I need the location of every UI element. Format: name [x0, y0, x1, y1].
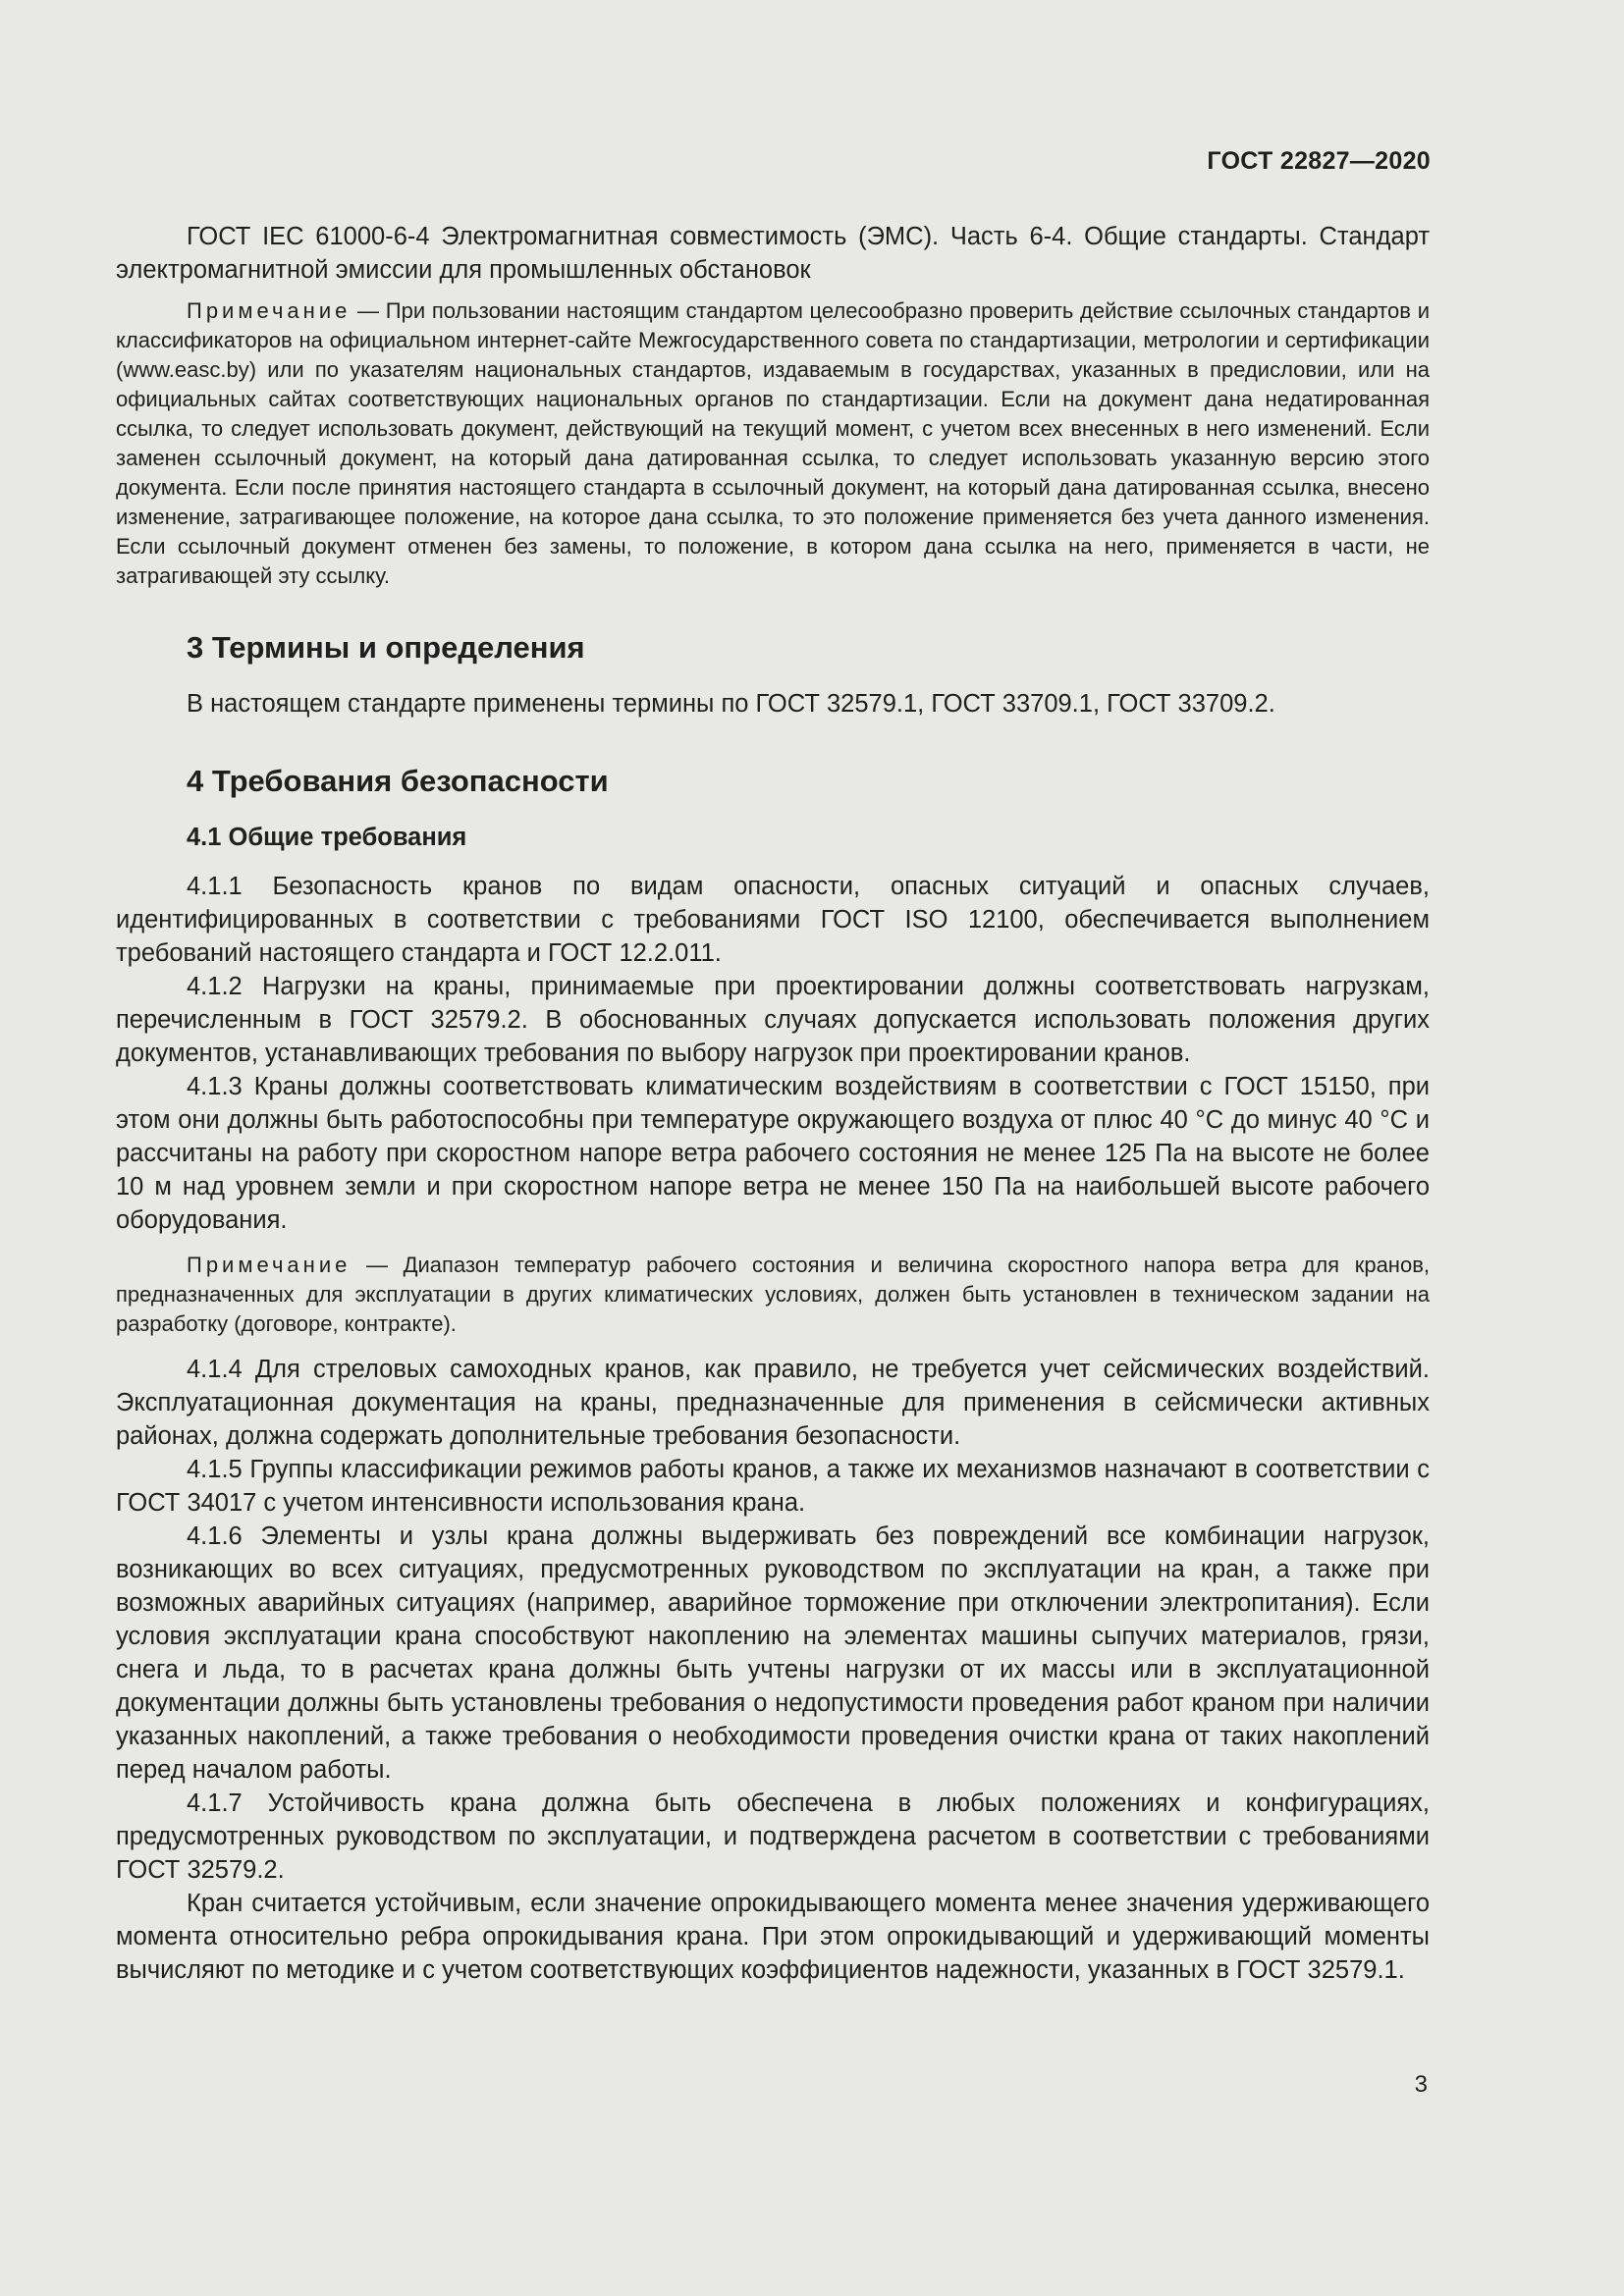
clause-4-1-5: 4.1.5 Группы классификации режимов работы кранов, а также их механизмов назначают в соответствии с ГОСТ 34017 с учетом интенсивности использования крана.	[116, 1456, 1430, 1517]
clause-4-1-4: 4.1.4 Для стреловых самоходных кранов, как правило, не требуется учет сейсмических воздействий. Эксплуатационная документация на краны, предназначенные для применения в сейсмически активных районах, должна содержать дополнительные требования безопасности.	[116, 1356, 1430, 1450]
note-label: Примечание	[187, 298, 352, 323]
section-3-heading: 3 Термины и определения	[187, 630, 585, 665]
clause-4-1-7: 4.1.7 Устойчивость крана должна быть обеспечена в любых положениях и конфигурациях, предусмотренных руководством по эксплуатации, и подтверждена расчетом в соответствии с требованиями ГОСТ 32579.2.	[116, 1789, 1430, 1884]
document-code-header: ГОСТ 22827—2020	[1207, 147, 1431, 175]
page-number: 3	[1414, 2071, 1428, 2098]
reference-gost-iec-61000-6-4: ГОСТ IEC 61000-6-4 Электромагнитная совместимость (ЭМС). Часть 6-4. Общие стандарты. Стандарт электромагнитной эмиссии для промышленных обстановок	[116, 223, 1430, 284]
clause-4-1-3: 4.1.3 Краны должны соответствовать климатическим воздействиям в соответствии с ГОСТ 15150, при этом они должны быть работоспособны при температуре окружающего воздуха от плюс 40 °С до минус 40 °С и рассчитаны на работу при скоростном напоре ветра рабочего состояния не менее 125 Па на высоте не более 10 м над уровнем земли и при скоростном напоре ветра не менее 150 Па на наибольшей высоте рабочего оборудования.	[116, 1073, 1430, 1234]
climate-note	[116, 1251, 1430, 1339]
note-label: Примечание	[187, 1253, 352, 1277]
section-3-text: В настоящем стандарте применены термины по ГОСТ 32579.1, ГОСТ 33709.1, ГОСТ 33709.2.	[187, 690, 1275, 718]
clause-4-1-7-stability: Кран считается устойчивым, если значение опрокидывающего момента менее значения удерживающего момента относительно ребра опрокидывания крана. При этом опрокидывающий и удерживающий моменты вычисляют по методике и с учетом соответствующих коэффициентов надежности, указанных в ГОСТ 32579.1.	[116, 1890, 1430, 1984]
note-text: — При пользовании настоящим стандартом целесообразно проверить действие ссылочных стандартов и классификаторов на официальном интернет-сайте Межгосударственного совета по стандартизации, метрологии и сертификации (www.easc.by) или по указателям национальных стандартов, издаваемым в государствах, указанных в предисловии, или на официальных сайтах соответствующих национальных органов по стандартизации. Если на документ дана недатированная ссылка, то следует использовать документ, действующий на текущий момент, с учетом всех внесенных в него изменений. Если заменен ссылочный документ, на который дана датированная ссылка, то следует использовать указанную версию этого документа. Если после принятия настоящего стандарта в ссылочный документ, на который дана датированная ссылка, внесено изменение, затрагивающее положение, на которое дана ссылка, то это положение применяется без учета данного изменения. Если ссылочный документ отменен без замены, то положение, в котором дана ссылка на него, применяется в части, не затрагивающей эту ссылку.	[116, 298, 1430, 588]
section-4-heading: 4 Требования безопасности	[187, 764, 609, 798]
clause-4-1-6: 4.1.6 Элементы и узлы крана должны выдерживать без повреждений все комбинации нагрузок, возникающих во всех ситуациях, предусмотренных руководством по эксплуатации на кран, а также при возможных аварийных ситуациях (например, аварийное торможение при отключении электропитания). Если условия эксплуатации крана способствуют накоплению на элементах машины сыпучих материалов, грязи, снега и льда, то в расчетах крана должны быть учтены нагрузки от их массы или в эксплуатационной документации должны быть установлены требования о недопустимости проведения работ краном при наличии указанных накоплений, а также требования о необходимости проведения очистки крана от таких накоплений перед началом работы.	[116, 1522, 1430, 1784]
clause-4-1-1: 4.1.1 Безопасность кранов по видам опасности, опасных ситуаций и опасных случаев, идентифицированных в соответствии с требованиями ГОСТ ISO 12100, обеспечивается выполнением требований настоящего стандарта и ГОСТ 12.2.011.	[116, 873, 1430, 967]
references-note	[116, 296, 1430, 591]
note-text: — Диапазон температур рабочего состояния и величина скоростного напора ветра для кранов, предназначенных для эксплуатации в других климатических условиях, должен быть установлен в техническом задании на разработку (договоре, контракте).	[116, 1253, 1430, 1336]
clause-4-1-2: 4.1.2 Нагрузки на краны, принимаемые при проектировании должны соответствовать нагрузкам, перечисленным в ГОСТ 32579.2. В обоснованных случаях допускается использовать положения других документов, устанавливающих требования по выбору нагрузок при проектировании кранов.	[116, 973, 1430, 1067]
page-content	[116, 220, 1430, 1987]
subsection-4-1-heading: 4.1 Общие требования	[187, 824, 467, 851]
